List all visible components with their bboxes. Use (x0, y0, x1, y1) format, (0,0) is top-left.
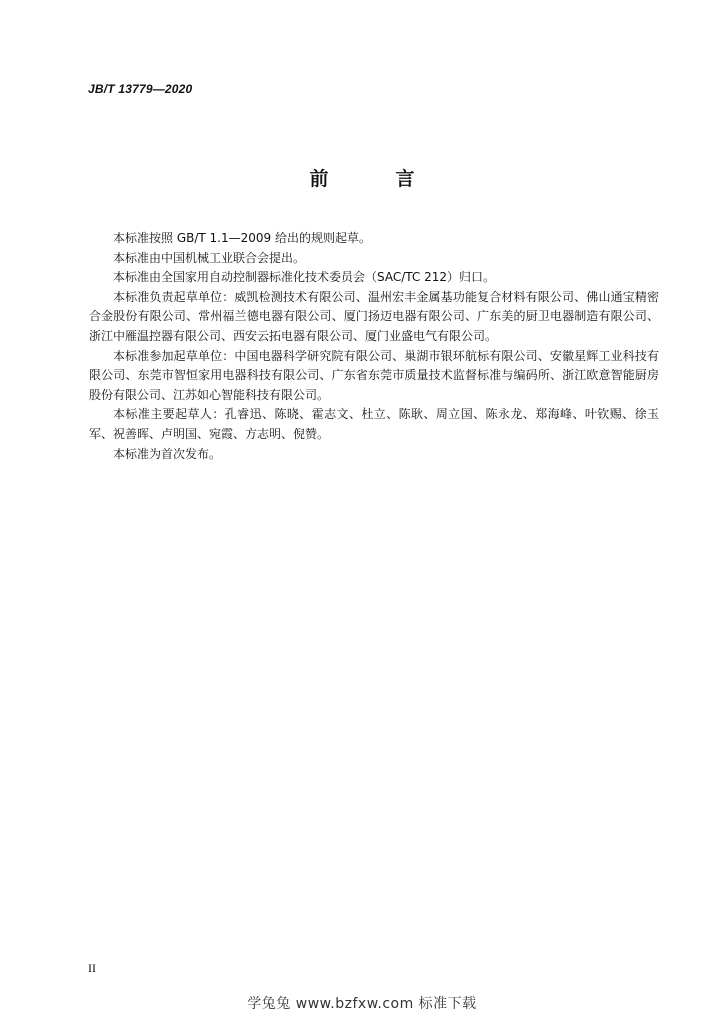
paragraph-first-release: 本标准为首次发布。 (113, 446, 222, 461)
page-title: 前 言 (309, 168, 439, 190)
paragraph-committee: 本标准由全国家用自动控制器标准化技术委员会（SAC/TC 212）归口。 (113, 270, 495, 285)
paragraph-drafting-rules: 本标准按照 GB/T 1.1—2009 给出的规则起草。 (113, 231, 371, 245)
paragraph-main-drafters: 本标准主要起草人：孔睿迅、陈晓、霍志文、杜立、陈耿、周立国、陈永龙、郑海峰、叶钦赐、徐玉军、祝善晖、卢明国、宛霞、方志明、倪赞。 (89, 407, 659, 441)
watermark-text: 学兔兔 www.bzfxw.com 标准下载 (247, 996, 477, 1012)
standard-number: JB/T 13779—2020 (88, 82, 193, 96)
page-number: II (88, 961, 96, 975)
paragraph-responsible-units: 本标准负责起草单位：威凯检测技术有限公司、温州宏丰金属基功能复合材料有限公司、佛山通宝精密合金股份有限公司、常州福兰德电器有限公司、厦门扬迈电器有限公司、广东美的厨卫电器制造有限公司、浙江中雁温控器有限公司、西安云拓电器有限公司、厦门业盛电气有限公司。 (89, 289, 659, 343)
foreword-body (89, 229, 659, 464)
paragraph-participating-units: 本标准参加起草单位：中国电器科学研究院有限公司、巢湖市银环航标有限公司、安徽星辉工业科技有限公司、东莞市智恒家用电器科技有限公司、广东省东莞市质量技术监督标准与编码所、浙江欧意智能厨房股份有限公司、江苏如心智能科技有限公司。 (89, 348, 659, 402)
paragraph-proposer: 本标准由中国机械工业联合会提出。 (113, 250, 306, 265)
